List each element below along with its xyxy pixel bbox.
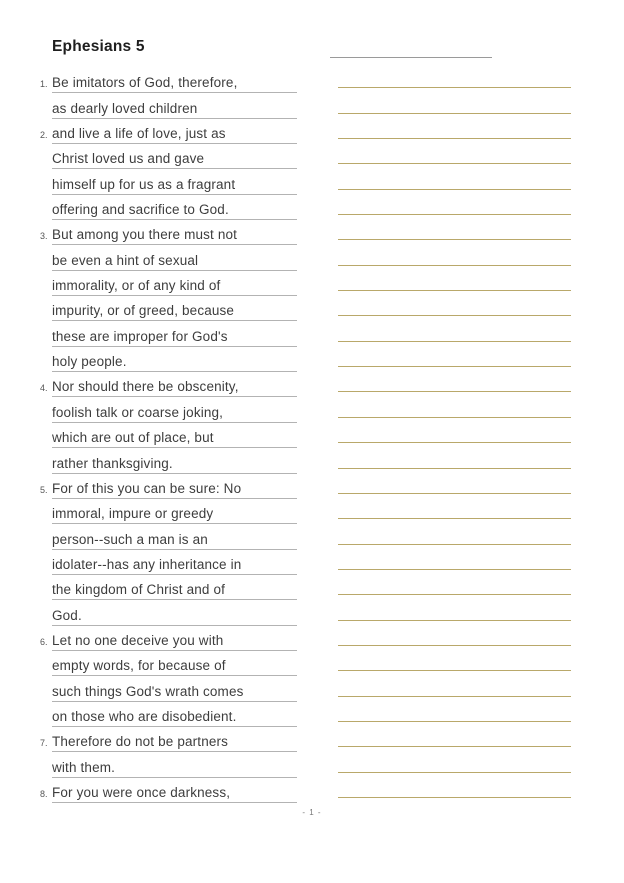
verse-line: [52, 169, 297, 194]
verse-number: 2.: [40, 130, 48, 141]
writing-line: [338, 494, 571, 519]
writing-line: [338, 367, 571, 392]
writing-column: [338, 63, 571, 798]
writing-line: [338, 621, 571, 646]
verse-line: [52, 752, 297, 777]
verse-number: 4.: [40, 383, 48, 394]
verse-line: [52, 676, 297, 701]
writing-line: [338, 114, 571, 139]
verse-text: impurity, or of greed, because: [52, 303, 235, 319]
verse-text: the kingdom of Christ and of: [52, 582, 226, 598]
verse-number: 8.: [40, 788, 48, 799]
writing-line: [338, 773, 571, 798]
verse-text: be even a hint of sexual: [52, 252, 199, 268]
verse-number: 7.: [40, 738, 48, 749]
verse-text: on those who are disobedient.: [52, 708, 237, 724]
verse-text: God.: [52, 607, 82, 623]
verse-text: For you were once darkness,: [52, 784, 231, 800]
verse-line: [52, 321, 297, 346]
verse-line: [40, 119, 297, 144]
verse-text: empty words, for because of: [52, 658, 226, 674]
writing-line: [338, 443, 571, 468]
verse-text: Nor should there be obscenity,: [52, 379, 239, 395]
verse-line: [40, 626, 297, 651]
verse-line: [52, 575, 297, 600]
writing-line: [338, 316, 571, 341]
writing-line: [338, 266, 571, 291]
verse-line: [52, 702, 297, 727]
verse-line: [52, 651, 297, 676]
verse-number: 3.: [40, 231, 48, 242]
writing-line: [338, 697, 571, 722]
verse-line: [52, 347, 297, 372]
verse-text: foolish talk or coarse joking,: [52, 404, 224, 420]
verse-line: [40, 778, 297, 803]
verse-line: [40, 68, 297, 93]
verse-line: [40, 727, 297, 752]
verse-text: with them.: [52, 759, 116, 775]
verse-text: as dearly loved children: [52, 100, 198, 116]
writing-line: [338, 570, 571, 595]
verse-text: Be imitators of God, therefore,: [52, 75, 238, 91]
verse-number: 6.: [40, 636, 48, 647]
verse-text: idolater--has any inheritance in: [52, 556, 242, 572]
verse-number: 1.: [40, 79, 48, 90]
verse-number: 5.: [40, 484, 48, 495]
verse-line: [52, 448, 297, 473]
writing-line: [338, 164, 571, 189]
verse-text: rather thanksgiving.: [52, 455, 173, 471]
verse-text: immorality, or of any kind of: [52, 278, 221, 294]
verse-line: [52, 271, 297, 296]
verse-line: [52, 195, 297, 220]
verse-text: these are improper for God's: [52, 328, 228, 344]
writing-line: [338, 519, 571, 544]
verse-text: Therefore do not be partners: [52, 734, 229, 750]
verse-line: [52, 600, 297, 625]
writing-line: [338, 139, 571, 164]
writing-line: [338, 418, 571, 443]
page-title: Ephesians 5: [52, 38, 145, 55]
verse-column: [40, 68, 297, 803]
verse-text: such things God's wrath comes: [52, 683, 244, 699]
verse-line: [52, 524, 297, 549]
verse-line: [52, 499, 297, 524]
writing-line: [338, 63, 571, 88]
verse-line: [52, 397, 297, 422]
verse-text: But among you there must not: [52, 227, 238, 243]
writing-line: [338, 595, 571, 620]
writing-line: [338, 392, 571, 417]
writing-line: [338, 88, 571, 113]
page-number: - 1 -: [302, 808, 322, 817]
verse-line: [52, 93, 297, 118]
writing-line: [338, 722, 571, 747]
verse-line: [40, 220, 297, 245]
writing-line: [338, 342, 571, 367]
verse-text: immoral, impure or greedy: [52, 506, 214, 522]
verse-line: [52, 550, 297, 575]
verse-text: For of this you can be sure: No: [52, 480, 242, 496]
verse-text: and live a life of love, just as: [52, 126, 226, 142]
writing-line: [338, 646, 571, 671]
verse-text: himself up for us as a fragrant: [52, 176, 236, 192]
verse-text: Christ loved us and gave: [52, 151, 205, 167]
verse-line: [40, 474, 297, 499]
verse-line: [52, 423, 297, 448]
verse-line: [40, 372, 297, 397]
verse-text: Let no one deceive you with: [52, 632, 224, 648]
verse-line: [52, 296, 297, 321]
verse-text: which are out of place, but: [52, 430, 214, 446]
verse-text: holy people.: [52, 354, 127, 370]
title-blank-line: [330, 42, 492, 58]
verse-text: offering and sacrifice to God.: [52, 202, 229, 218]
writing-line: [338, 240, 571, 265]
verse-line: [52, 245, 297, 270]
writing-line: [338, 469, 571, 494]
writing-line: [338, 545, 571, 570]
writing-line: [338, 215, 571, 240]
writing-line: [338, 671, 571, 696]
verse-line: [52, 144, 297, 169]
writing-line: [338, 190, 571, 215]
writing-line: [338, 747, 571, 772]
verse-text: person--such a man is an: [52, 531, 208, 547]
writing-line: [338, 291, 571, 316]
